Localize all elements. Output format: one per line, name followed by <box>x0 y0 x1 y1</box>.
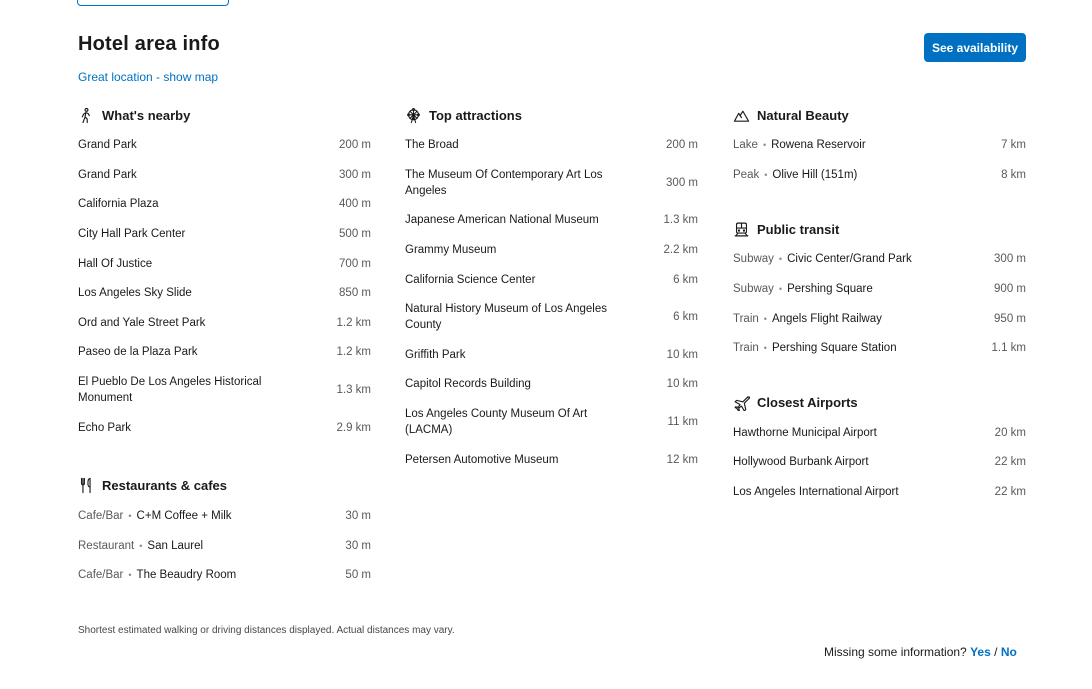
feedback-prompt <box>824 645 1017 659</box>
show-map-link[interactable]: Great location - show map <box>78 70 219 84</box>
list-item: California Science Center 6 km <box>405 273 698 286</box>
ferris-wheel-icon <box>405 107 422 124</box>
dot-separator-icon: • <box>139 540 143 551</box>
natural-beauty-list <box>733 137 1026 184</box>
section-whats-nearby <box>78 104 371 436</box>
list-item: The Broad 200 m <box>405 139 698 152</box>
section-restaurants <box>78 475 371 584</box>
feedback-no-link[interactable]: No <box>1000 645 1017 659</box>
dot-separator-icon: • <box>763 343 767 354</box>
section-header <box>733 392 1026 414</box>
section-title: Public transit <box>757 221 840 237</box>
page-title: Hotel area info <box>78 33 220 55</box>
list-item: Cafe/Bar • C+M Coffee + Milk 30 m <box>78 510 371 523</box>
feedback-question: Missing some information? <box>824 645 967 659</box>
section-header <box>733 218 1026 240</box>
list-item: Capitol Records Building 10 km <box>405 378 698 391</box>
section-title: Top attractions <box>429 107 522 123</box>
nearby-list <box>78 137 371 436</box>
column-right <box>733 104 1026 513</box>
public-transit-list <box>733 251 1026 357</box>
list-item: Cafe/Bar • The Beaudry Room 50 m <box>78 569 371 582</box>
dot-separator-icon: • <box>778 254 783 265</box>
train-icon <box>733 221 750 238</box>
list-item: Echo Park 2.9 km <box>78 421 371 434</box>
column-left <box>78 104 371 597</box>
list-item: Grammy Museum 2.2 km <box>405 244 698 257</box>
restaurants-list <box>78 508 371 584</box>
section-public-transit <box>733 218 1026 357</box>
list-item: The Museum Of Contemporary Art Los Angeles 300 m <box>405 168 698 198</box>
list-item: Subway • Pershing Square 900 m <box>733 283 1026 296</box>
list-item: Restaurant • San Laurel 30 m <box>78 539 371 552</box>
section-top-attractions <box>405 104 698 468</box>
list-item: Hall Of Justice 700 m <box>78 257 371 270</box>
attractions-list <box>405 137 698 468</box>
section-header <box>78 104 371 126</box>
list-item: El Pueblo De Los Angeles Historical Monument 1.3 km <box>78 375 371 405</box>
dot-separator-icon: • <box>128 511 132 522</box>
airports-list <box>733 425 1026 501</box>
list-item: Peak • Olive Hill (151m) 8 km <box>733 168 1026 181</box>
dot-separator-icon: • <box>128 570 132 581</box>
list-item: California Plaza 400 m <box>78 198 371 211</box>
feedback-separator: / <box>994 645 998 659</box>
section-title: Restaurants & cafes <box>102 478 227 494</box>
list-item: Hollywood Burbank Airport 22 km <box>733 456 1026 469</box>
list-item: Hawthorne Municipal Airport 20 km <box>733 426 1026 439</box>
list-item: Petersen Automotive Museum 12 km <box>405 453 698 466</box>
see-availability-button[interactable]: See availability <box>924 33 1026 62</box>
list-item: Paseo de la Plaza Park 1.2 km <box>78 346 371 359</box>
list-item: Los Angeles International Airport 22 km <box>733 486 1026 498</box>
distance-disclaimer: Shortest estimated walking or driving distances displayed. Actual distances may vary. <box>78 625 455 636</box>
previous-section-button-edge[interactable] <box>77 0 229 6</box>
list-item: Grand Park 300 m <box>78 168 371 181</box>
list-item: Grand Park 200 m <box>78 139 371 152</box>
section-title: Natural Beauty <box>757 107 849 123</box>
section-header <box>733 104 1026 126</box>
section-title: Closest Airports <box>757 395 858 411</box>
list-item: Japanese American National Museum 1.3 km <box>405 214 698 227</box>
list-item: Ord and Yale Street Park 1.2 km <box>78 316 371 329</box>
list-item: Los Angeles Sky Slide 850 m <box>78 287 371 300</box>
section-natural-beauty <box>733 104 1026 184</box>
section-header <box>78 475 371 497</box>
column-middle <box>405 104 698 481</box>
walking-person-icon <box>78 107 95 124</box>
section-header <box>405 104 698 126</box>
fork-knife-icon <box>78 477 95 494</box>
list-item: Train • Pershing Square Station 1.1 km <box>733 342 1026 355</box>
list-item: Griffith Park 10 km <box>405 348 698 361</box>
list-item: Los Angeles County Museum Of Art (LACMA) 11 km <box>405 407 698 437</box>
feedback-yes-link[interactable]: Yes <box>970 645 991 659</box>
dot-separator-icon: • <box>762 140 767 151</box>
list-item: Subway • Civic Center/Grand Park 300 m <box>733 253 1026 266</box>
section-title: What's nearby <box>102 107 191 123</box>
list-item: Lake • Rowena Reservoir 7 km <box>733 139 1026 152</box>
dot-separator-icon: • <box>778 284 783 295</box>
list-item: City Hall Park Center 500 m <box>78 228 371 241</box>
list-item: Train • Angels Flight Railway 950 m <box>733 312 1026 325</box>
airplane-icon <box>733 394 750 411</box>
dot-separator-icon: • <box>763 313 767 324</box>
mountain-icon <box>733 107 750 124</box>
section-closest-airports <box>733 392 1026 501</box>
list-item: Natural History Museum of Los Angeles County 6 km <box>405 302 698 332</box>
dot-separator-icon: • <box>764 169 768 180</box>
